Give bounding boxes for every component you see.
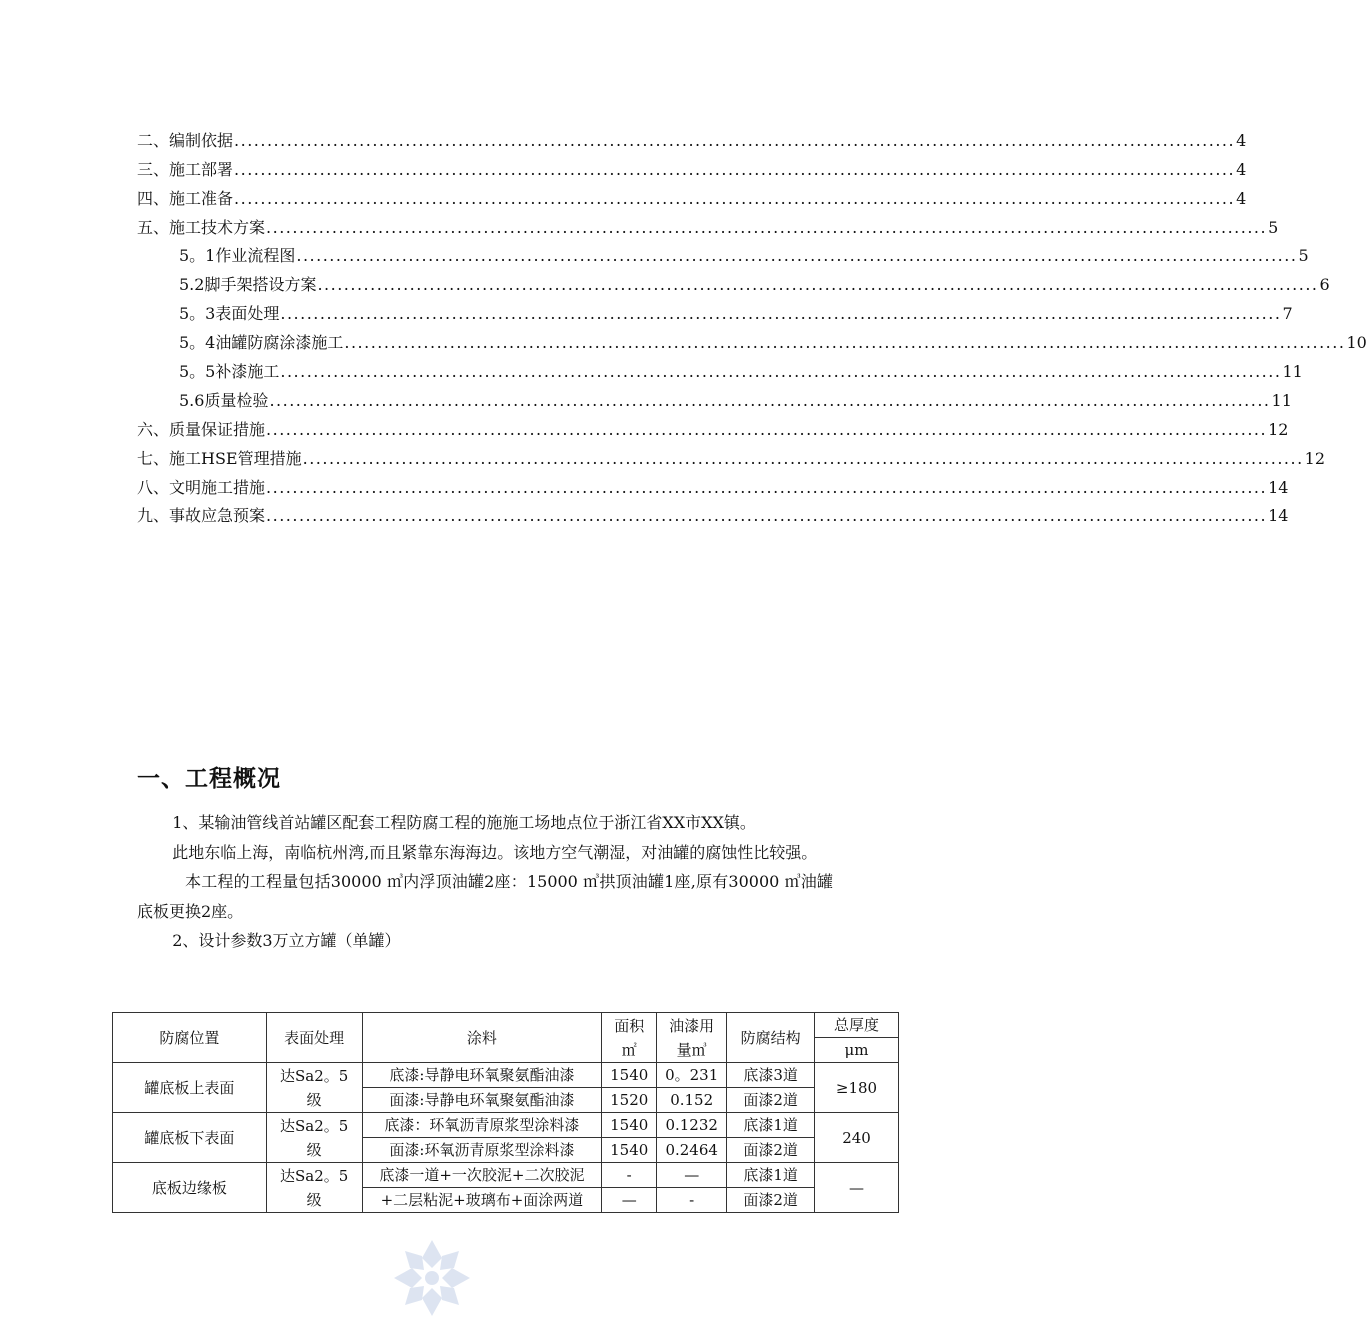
toc-page: 5 — [1268, 217, 1279, 237]
toc-title: 六、质量保证措施 — [137, 419, 266, 439]
toc-leader: ........................................................................................................................................................ — [234, 130, 1236, 150]
toc-entry[interactable] — [137, 238, 1309, 267]
header-paint-line1: 油漆用 — [669, 1016, 715, 1035]
cell-thickness: 240 — [815, 1113, 899, 1163]
table-row — [113, 1163, 899, 1188]
cell-coating: 底漆：环氧沥青原浆型涂料漆 — [362, 1113, 602, 1138]
toc-leader: ........................................................................................................................................................ — [234, 188, 1236, 208]
toc-leader: ........................................................................................................................................................ — [302, 448, 1304, 468]
table-of-contents — [137, 122, 1367, 526]
toc-title: 5。4油罐防腐涂漆施工 — [179, 333, 344, 353]
cell-thickness: ≥180 — [815, 1063, 899, 1113]
toc-page: 14 — [1268, 506, 1289, 526]
toc-entry[interactable] — [137, 122, 1247, 151]
toc-leader: ........................................................................................................................................................ — [344, 333, 1346, 353]
toc-leader: ........................................................................................................................................................ — [269, 390, 1271, 410]
cell-surface — [266, 1163, 362, 1213]
toc-title: 5.2脚手架搭设方案 — [179, 275, 317, 295]
paragraph: 1、某输油管线首站罐区配套工程防腐工程的施施工场地点位于浙江省XX市XX镇。 — [172, 813, 756, 832]
cell-thickness: — — [815, 1163, 899, 1213]
toc-leader: ........................................................................................................................................................ — [280, 304, 1282, 324]
toc-title: 四、施工准备 — [137, 188, 234, 208]
toc-title: 二、编制依据 — [137, 130, 234, 150]
cell-position: 罐底板下表面 — [113, 1113, 267, 1163]
table-row — [113, 1113, 899, 1138]
cell-surface — [266, 1063, 362, 1113]
header-structure: 防腐结构 — [727, 1013, 815, 1063]
toc-entry[interactable] — [137, 411, 1289, 440]
toc-page: 4 — [1236, 130, 1247, 150]
toc-entry[interactable] — [137, 151, 1247, 180]
cell-position: 罐底板上表面 — [113, 1063, 267, 1113]
cell-paint: 0.2464 — [657, 1138, 727, 1163]
table-row — [113, 1063, 899, 1088]
toc-entry[interactable] — [137, 266, 1330, 295]
cell-area: 1540 — [602, 1113, 657, 1138]
snowflake-watermark-icon — [392, 1238, 472, 1318]
toc-entry[interactable] — [137, 353, 1303, 382]
toc-page: 5 — [1298, 246, 1309, 266]
cell-surface-line2: 级 — [306, 1090, 322, 1109]
header-thickness: 总厚度 — [815, 1013, 899, 1038]
toc-title: 5。1作业流程图 — [179, 246, 296, 266]
toc-entry[interactable] — [137, 180, 1247, 209]
cell-paint: 0.1232 — [657, 1113, 727, 1138]
cell-paint: 0。231 — [657, 1063, 727, 1088]
toc-leader: ........................................................................................................................................................ — [266, 477, 1268, 497]
cell-paint: - — [657, 1188, 727, 1213]
cell-coating: +二层粘泥+玻璃布+面涂两道 — [362, 1188, 602, 1213]
header-area-line1: 面积 — [614, 1016, 645, 1035]
header-thickness-unit: μm — [815, 1038, 899, 1063]
cell-surface-line1: 达Sa2。5 — [280, 1166, 349, 1185]
cell-surface — [266, 1113, 362, 1163]
paragraph: 本工程的工程量包括30000 ㎥内浮顶油罐2座：15000 ㎥拱顶油罐1座,原有30000 ㎥油罐底板更换2座。 — [137, 872, 833, 921]
toc-page: 14 — [1268, 477, 1289, 497]
cell-area: 1520 — [602, 1088, 657, 1113]
toc-entry[interactable] — [137, 440, 1326, 469]
header-surface: 表面处理 — [266, 1013, 362, 1063]
toc-title: 三、施工部署 — [137, 159, 234, 179]
toc-title: 5.6质量检验 — [179, 390, 269, 410]
design-parameter-table — [112, 1012, 899, 1213]
header-coating: 涂料 — [362, 1013, 602, 1063]
toc-page: 12 — [1304, 448, 1326, 468]
toc-leader: ........................................................................................................................................................ — [266, 419, 1268, 439]
cell-structure: 底漆3道 — [727, 1063, 815, 1088]
header-area — [602, 1013, 657, 1063]
header-paint-line2: 量㎥ — [676, 1040, 707, 1059]
cell-structure: 面漆2道 — [727, 1088, 815, 1113]
paragraph: 此地东临上海，南临杭州湾,而且紧靠东海海边。该地方空气潮湿，对油罐的腐蚀性比较强。 — [172, 842, 818, 862]
cell-structure: 面漆2道 — [727, 1188, 815, 1213]
toc-entry[interactable] — [137, 382, 1292, 411]
cell-surface-line2: 级 — [306, 1190, 322, 1209]
toc-page: 4 — [1236, 188, 1247, 208]
toc-title: 5。3表面处理 — [179, 304, 280, 324]
toc-entry[interactable] — [137, 498, 1289, 527]
header-area-line2: ㎡ — [621, 1040, 637, 1059]
cell-area: — — [602, 1188, 657, 1213]
toc-page: 7 — [1282, 304, 1293, 324]
cell-area: - — [602, 1163, 657, 1188]
toc-title: 五、施工技术方案 — [137, 217, 266, 237]
toc-title: 九、事故应急预案 — [137, 506, 266, 526]
toc-title: 八、文明施工措施 — [137, 477, 266, 497]
table-header-row — [113, 1013, 899, 1038]
toc-page: 4 — [1236, 159, 1247, 179]
toc-leader: ........................................................................................................................................................ — [317, 275, 1319, 295]
cell-area: 1540 — [602, 1138, 657, 1163]
cell-structure: 面漆2道 — [727, 1138, 815, 1163]
toc-page: 10 — [1346, 333, 1367, 353]
toc-leader: ........................................................................................................................................................ — [266, 217, 1268, 237]
cell-structure: 底漆1道 — [727, 1163, 815, 1188]
toc-page: 12 — [1268, 419, 1289, 439]
section-heading: 一、工程概况 — [137, 766, 281, 792]
header-paint — [657, 1013, 727, 1063]
toc-entry[interactable] — [137, 469, 1289, 498]
cell-surface-line1: 达Sa2。5 — [280, 1116, 349, 1135]
toc-entry[interactable] — [137, 209, 1279, 238]
cell-area: 1540 — [602, 1063, 657, 1088]
cell-paint: — — [657, 1163, 727, 1188]
toc-page: 6 — [1319, 275, 1330, 295]
cell-coating: 底漆:导静电环氧聚氨酯油漆 — [362, 1063, 602, 1088]
toc-leader: ........................................................................................................................................................ — [296, 246, 1298, 266]
toc-entry[interactable] — [137, 324, 1367, 353]
cell-coating: 底漆一道+一次胶泥+二次胶泥 — [362, 1163, 602, 1188]
cell-position: 底板边缘板 — [113, 1163, 267, 1213]
header-position: 防腐位置 — [113, 1013, 267, 1063]
toc-leader: ........................................................................................................................................................ — [234, 159, 1236, 179]
toc-leader: ........................................................................................................................................................ — [280, 362, 1282, 382]
toc-title: 5。5补漆施工 — [179, 362, 280, 382]
cell-paint: 0.152 — [657, 1088, 727, 1113]
toc-leader: ........................................................................................................................................................ — [266, 506, 1268, 526]
toc-page: 11 — [1271, 390, 1292, 410]
paragraph: 2、设计参数3万立方罐（单罐） — [172, 931, 401, 950]
cell-structure: 底漆1道 — [727, 1113, 815, 1138]
section-body — [137, 808, 833, 956]
cell-coating: 面漆:导静电环氧聚氨酯油漆 — [362, 1088, 602, 1113]
cell-surface-line1: 达Sa2。5 — [280, 1066, 349, 1085]
cell-surface-line2: 级 — [306, 1140, 322, 1159]
cell-coating: 面漆:环氧沥青原浆型涂料漆 — [362, 1138, 602, 1163]
toc-title: 七、施工HSE管理措施 — [137, 448, 302, 468]
toc-page: 11 — [1282, 362, 1303, 382]
toc-entry[interactable] — [137, 295, 1293, 324]
